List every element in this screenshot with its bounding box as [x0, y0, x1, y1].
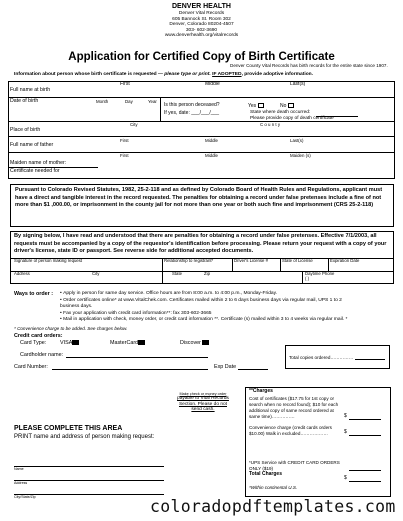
card-type-label: Card Type:	[20, 340, 47, 346]
father-col-first: First	[120, 138, 129, 143]
certificate-needed-label: Certificate needed for	[10, 168, 60, 174]
daytime-phone-label: Daytime Phone	[305, 271, 335, 276]
death-date-row[interactable]	[164, 111, 219, 117]
maiden-name-field[interactable]	[88, 158, 388, 166]
name-field[interactable]	[14, 466, 164, 467]
charges-item-certificates: Cost of certificates ($17.75 for 1st copy or search when no record found); $10 for each additional copy of same record ordered at same time)……………	[249, 396, 339, 419]
payable-line4: send cash.	[191, 407, 215, 413]
col-last: Last(s)	[290, 81, 306, 87]
dollar-sign-1: $	[344, 413, 347, 419]
exp-date-label: Exp Date	[214, 364, 237, 370]
total-copies-label: Total copies ordered……………	[289, 355, 354, 360]
state-death-label: State where death occurred:	[250, 110, 311, 115]
requester-address-label: Address	[14, 481, 28, 485]
full-name-label: Full name at birth	[10, 87, 51, 93]
within-us-note: *Within continental U.S.	[249, 485, 298, 490]
mother-col-middle: Middle	[205, 153, 218, 158]
visa-checkbox[interactable]	[72, 340, 79, 345]
dollar-sign-3: $	[344, 475, 347, 481]
city-address: Denver, Colorado 80204-4507	[169, 22, 234, 28]
card-number-field[interactable]	[52, 369, 208, 370]
mother-col-first: First	[120, 153, 129, 158]
payable-line1: Make check or money order	[179, 392, 227, 396]
yes-checkbox[interactable]	[258, 103, 264, 108]
mastercard-checkbox[interactable]	[138, 340, 145, 345]
mastercard-option[interactable]	[110, 340, 145, 346]
visa-label: VISA	[60, 340, 73, 346]
city-label: City	[92, 271, 100, 276]
relationship-label: Relationship to registrant*	[164, 258, 214, 263]
cardholder-label: Cardholder name:	[20, 352, 64, 358]
dob-day: Day	[125, 99, 133, 104]
deceased-no[interactable]	[280, 103, 294, 110]
cardholder-field[interactable]	[66, 357, 208, 358]
way-mail-text: Mail in application with check, money order, or credit card information **. Certificate (s) mailed within 3 to 4 weeks via regular mail. *	[63, 317, 348, 323]
website: www.denverhealth.org/vitalrecords	[164, 33, 239, 39]
provide-copy-label: Please provide copy of death certificate	[250, 116, 334, 121]
address-label: Address	[14, 271, 30, 276]
payable-line2: payable to Vital Records	[177, 396, 229, 402]
ways-to-order-list	[60, 291, 360, 324]
charges-heading: **Charges	[249, 388, 273, 394]
way-mail: • Mail in application with check, money order, or credit card information **. Certificate (s) mailed within 3 to 4 weeks via regular mail. *	[60, 317, 348, 323]
way-online-text: Order certificates online* at www.VitalChek.com. Certificates mailed within 2 to 6 days business days via regular mail, UPS 1 to 2 business days.	[60, 297, 342, 310]
way-fax: • Fax your application with credit card information**: fax 303-602-3665	[60, 310, 212, 316]
discover-option[interactable]	[180, 340, 209, 346]
expiration-date-label: Expiration Date	[330, 258, 360, 263]
org-name: DENVER HEALTH	[172, 3, 231, 10]
name-label: Name	[14, 467, 24, 471]
signature-label: Signature of person making request	[14, 258, 83, 263]
certificate-needed-field[interactable]	[88, 168, 388, 177]
dob-year: Year	[148, 99, 157, 104]
card-number-label: Card Number:	[14, 364, 48, 370]
if-yes-date-label: If yes, date:	[164, 110, 190, 116]
ups-amount-field[interactable]	[349, 470, 381, 471]
statute-box: Pursuant to Colorado Revised Statutes, 1982, 25-2-118 and as defined by Colorado Board of Health Rules and Regulations, applicant must have a direct and tangible interest in the record requested. The penalties for obtaining a record under false pretenses include a fine of not more than $1 ,000.00, or imprisonment in the county jail for not more than one year or both such fine and imprisonment (CRS 25-2-118)	[10, 184, 394, 227]
info-note-pre: Information about person whose birth certificate is requested	[14, 72, 157, 77]
signature-field[interactable]	[14, 264, 160, 270]
credit-heading: Credit card orders:	[14, 333, 63, 339]
maiden-name-label: Maiden name of mother:	[10, 160, 67, 166]
dept-name: Denver Vital Records	[178, 11, 225, 17]
address-field[interactable]	[14, 480, 164, 481]
dob-month: Month	[96, 99, 109, 104]
exp-date-field[interactable]	[238, 369, 268, 370]
convenience-amount-field[interactable]	[349, 435, 381, 436]
info-note-dash: —	[158, 72, 163, 77]
info-note-adopted: IF ADOPTED	[212, 72, 242, 77]
full-name-field[interactable]	[88, 87, 388, 96]
discover-label: Discover	[180, 340, 201, 346]
form-title: Application for Certified Copy of Birth Certificate	[68, 51, 335, 63]
city-state-zip-field[interactable]	[14, 494, 164, 495]
father-name-label: Full name of father	[10, 142, 54, 148]
payable-line3: Section. Please do not	[178, 401, 227, 407]
place-of-birth-field[interactable]	[88, 127, 388, 135]
col-city: City	[130, 122, 138, 127]
zip-label: Zip	[204, 271, 210, 276]
payable-note	[168, 392, 238, 413]
info-note-post: , provide adoptive information.	[241, 72, 314, 77]
state-of-license-label: State of License	[282, 258, 313, 263]
charges-item-convenience: Convenience charge (credit cards orders $10.00) Walk in excluded………………	[249, 425, 332, 436]
way-in-person: • Apply in person for same day service. Office hours are from 8:00 a.m. to 4:00 p.m., Monday-Friday.	[60, 291, 278, 296]
dob-label: Date of birth	[10, 98, 39, 104]
complete-area-heading: PLEASE COMPLETE THIS AREA	[14, 425, 123, 432]
complete-area-sub: PRINT name and address of person making request:	[14, 434, 155, 440]
col-middle: Middle	[205, 81, 220, 87]
death-date-blank: ___/___/___	[191, 110, 220, 116]
col-first: First	[120, 81, 130, 87]
phone-number: 303- 602-3690	[185, 27, 218, 33]
certificates-amount-field[interactable]	[349, 419, 381, 420]
no-checkbox[interactable]	[288, 103, 294, 108]
city-state-zip-label: City/State/Zip	[14, 495, 36, 499]
form-subtitle: Denver County Vital Records has birth records for the entire state since 1907.	[230, 63, 388, 68]
letterhead	[0, 3, 403, 39]
charges-ups: *UPS Service with CREDIT CARD ORDERS ONLY ($19)	[249, 460, 340, 471]
deceased-question: Is this person deceased?	[164, 102, 220, 108]
father-name-field[interactable]	[88, 142, 388, 150]
place-of-birth-label: Place of birth	[10, 127, 41, 133]
state-label: State	[172, 271, 183, 276]
father-col-last: Last(s)	[290, 138, 304, 143]
col-county: C o u n t y	[260, 122, 281, 127]
convenience-note: * Convenience charge to be added. See charges below.	[14, 326, 128, 331]
mastercard-label: MasterCard	[110, 340, 139, 346]
signing-text: By signing below, I have read and understood that there are penalties for obtaining a record under false pretenses. Effective 7/1/2003, all requests must be accompanied by a copy of the requestor's identification before processing. Please return your request with a copy of your driver's license, state ID or passport. See reverse side for additional accepted documents.	[14, 233, 387, 255]
way-fax-text: Fax your application with credit card information**: fax 303-602-3665	[63, 310, 212, 316]
street-address: 605 Bannock St. Room 302	[172, 16, 231, 22]
no-label: No	[280, 102, 287, 109]
info-note	[14, 72, 313, 78]
dollar-sign-2: $	[344, 429, 347, 435]
total-charges-label: Total Charges	[249, 471, 282, 477]
site-watermark: coloradopdftemplates.com	[150, 497, 396, 516]
info-note-mid: please type or print.	[164, 72, 211, 77]
father-col-middle: Middle	[205, 138, 218, 143]
visa-option[interactable]	[60, 340, 79, 346]
discover-checkbox[interactable]	[202, 340, 209, 345]
ways-to-order-label: Ways to order :	[14, 291, 54, 297]
yes-label: Yes	[248, 102, 257, 109]
total-copies-field[interactable]	[355, 359, 385, 360]
way-in-person-text: Apply in person for same day service. Office hours are from 8:00 a.m. to 4:00 p.m., Monday-Friday.	[63, 291, 278, 296]
mother-col-maiden: Maiden (s)	[290, 153, 311, 158]
total-charges-field[interactable]	[349, 481, 381, 482]
phone-field[interactable]: ( )	[305, 276, 310, 281]
drivers-license-label: Driver's License #	[234, 258, 269, 263]
deceased-yes[interactable]	[248, 103, 264, 110]
way-online[interactable]: • Order certificates online* at www.VitalChek.com. Certificates mailed within 2 to 6 days business days via regular mail, UPS 1 to 2 business days.	[60, 297, 342, 310]
